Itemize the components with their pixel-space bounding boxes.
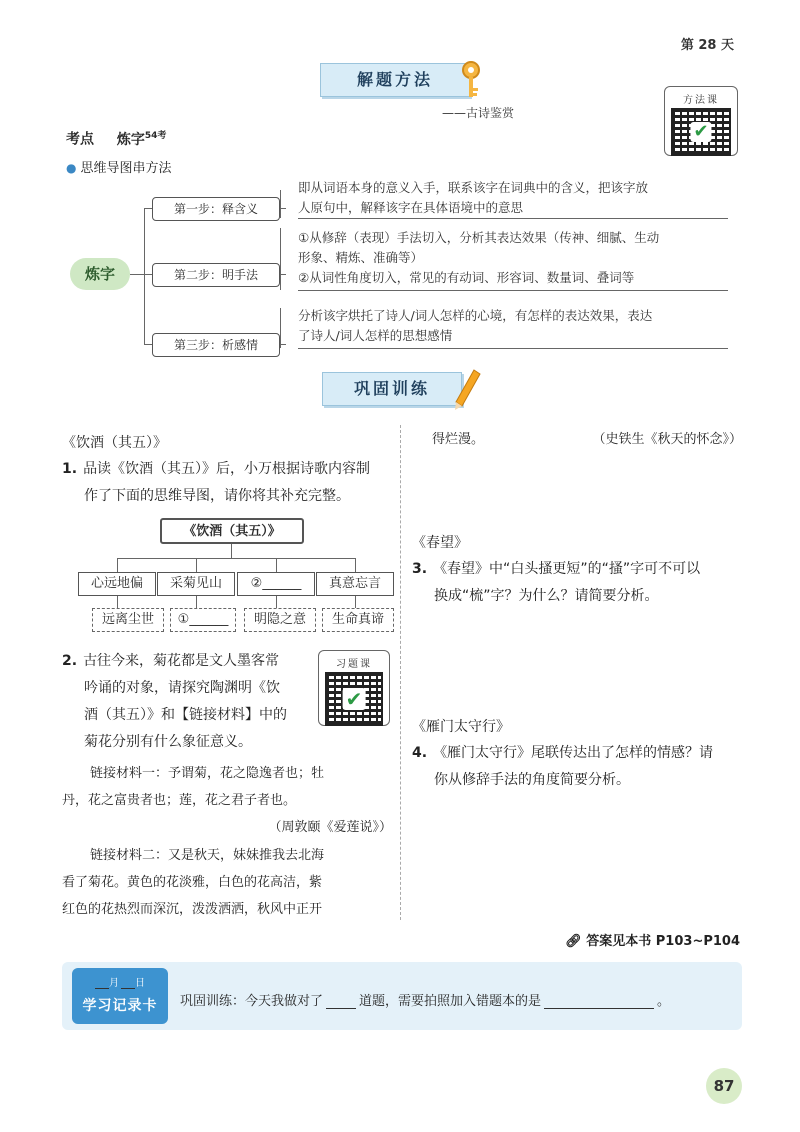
link-icon: 🔗︎ [565,934,582,949]
link-material-2: 链接材料二：又是秋天，妹妹推我去北海 看了菊花。黄色的花淡雅，白色的花高洁，紫 红色的花热烈而深沉，泼泼洒洒，秋风中正开 [62,848,325,917]
check-icon: ✔ [343,688,366,710]
poem-map-node-1: 心远地偏 [78,572,156,596]
training-title: 巩固训练 [322,372,462,406]
poem-map-sub-1: 远离尘世 [92,608,164,632]
step-1-desc: 即从词语本身的意义入手，联系该字在词典中的含义，把该字放 人原句中，解释该字在具体语境中的意思 [298,180,649,215]
poem-heading-chunwang: 《春望》 [412,535,468,551]
page-subtitle: ——古诗鉴赏 [442,106,515,120]
mindmap-root: 炼字 [70,258,130,290]
exercise-qr-card[interactable] [318,650,390,726]
method-title-row [66,157,172,176]
poem-map-node-2: 采菊见山 [157,572,235,596]
study-record-card [72,968,168,1024]
question-1: 1. 品读《饮酒（其五）》后，小万根据诗歌内容制 作了下面的思维导图，请你将其补充完整。 [62,461,371,504]
correct-count-blank[interactable] [326,1008,356,1009]
poem-map-root: 《饮酒（其五）》 [160,518,304,544]
step-2-desc: ①从修辞（表现）手法切入，分析其表达效果（传神、细腻、生动 形象、精炼、准确等） ②从词性角度切入，常见的有动词、形容词、数量词、叠词等 [298,230,660,285]
key-icon [456,60,486,100]
exercise-qr-label: 习题课 [336,659,372,670]
record-text: 巩固训练：今天我做对了 道题，需要拍照加入错题本的是 。 [180,994,671,1009]
link-material-2-source: （史铁生《秋天的怀念》） [592,432,742,447]
kaodian-topic: 炼字 [116,131,145,148]
method-qr-label: 方法课 [683,95,719,106]
poem-map-sub-2-blank[interactable]: ①______ [170,608,236,632]
poem-map-sub-4: 生命真谛 [322,608,394,632]
step-1-box: 第一步：释含义 [152,197,280,221]
question-2-number: 2. [62,653,78,669]
question-4-number: 4. [412,745,428,761]
kaodian-heading [66,128,166,149]
poem-heading-yanmen: 《雁门太守行》 [412,719,510,735]
step-3-box: 第三步：析感情 [152,333,280,357]
step-2-box: 第二步：明手法 [152,263,280,287]
answer-reference: 🔗︎ 答案见本书 P103~P104 [565,934,740,949]
question-4: 4. 《雁门太守行》尾联传达出了怎样的情感？请 你从修辞手法的角度简要分析。 [412,745,714,788]
method-title: 思维导图串方法 [80,161,172,176]
poem-map-sub-3: 明隐之意 [244,608,316,632]
column-divider [400,425,401,920]
kaodian-label: 考点 [66,131,94,148]
question-1-number: 1. [62,461,78,477]
question-2: 2. 古往今来，菊花都是文人墨客常 吟诵的对象，请探究陶渊明《饮 酒（其五）》和【链接材料】中的 菊花分别有什么象征意义。 [62,653,287,750]
poem-heading-yinjiu: 《饮酒（其五）》 [62,435,167,451]
step-3-desc: 分析该字烘托了诗人/词人怎样的心境，有怎样的表达效果，表达 了诗人/词人怎样的思想感情 [298,308,653,343]
page-number: 87 [706,1068,742,1104]
link-material-2-continued: 得烂漫。 [432,432,485,447]
poem-map-node-4: 真意忘言 [316,572,394,596]
record-title: 学习记录卡 [82,998,158,1014]
page-title: 解题方法 [320,63,470,97]
link-material-1: 链接材料一：予谓菊，花之隐逸者也；牡 丹，花之富贵者也；莲，花之君子者也。 （周敦颐《爱莲说》） [62,760,392,841]
pencil-icon [452,368,482,412]
question-3-number: 3. [412,561,428,577]
method-qr-card[interactable] [664,86,738,156]
user-icon: ● [66,161,77,175]
link-material-1-source: （周敦颐《爱莲说》） [268,820,392,835]
question-3: 3. 《春望》中“白头搔更短”的“搔”字可不可以 换成“梳”字？为什么？请简要分析。 [412,561,701,604]
qr-code-icon [325,672,383,726]
poem-map-node-3-blank[interactable]: ②______ [237,572,315,596]
kaodian-count: 54考 [144,131,167,141]
qr-code-icon [671,108,731,156]
wrong-item-blank[interactable] [544,1008,654,1009]
record-day-label: 日 [135,978,145,989]
record-month-label: 月 [109,978,119,989]
day-label: 第 28 天 [680,38,734,53]
check-icon: ✔ [690,122,711,142]
